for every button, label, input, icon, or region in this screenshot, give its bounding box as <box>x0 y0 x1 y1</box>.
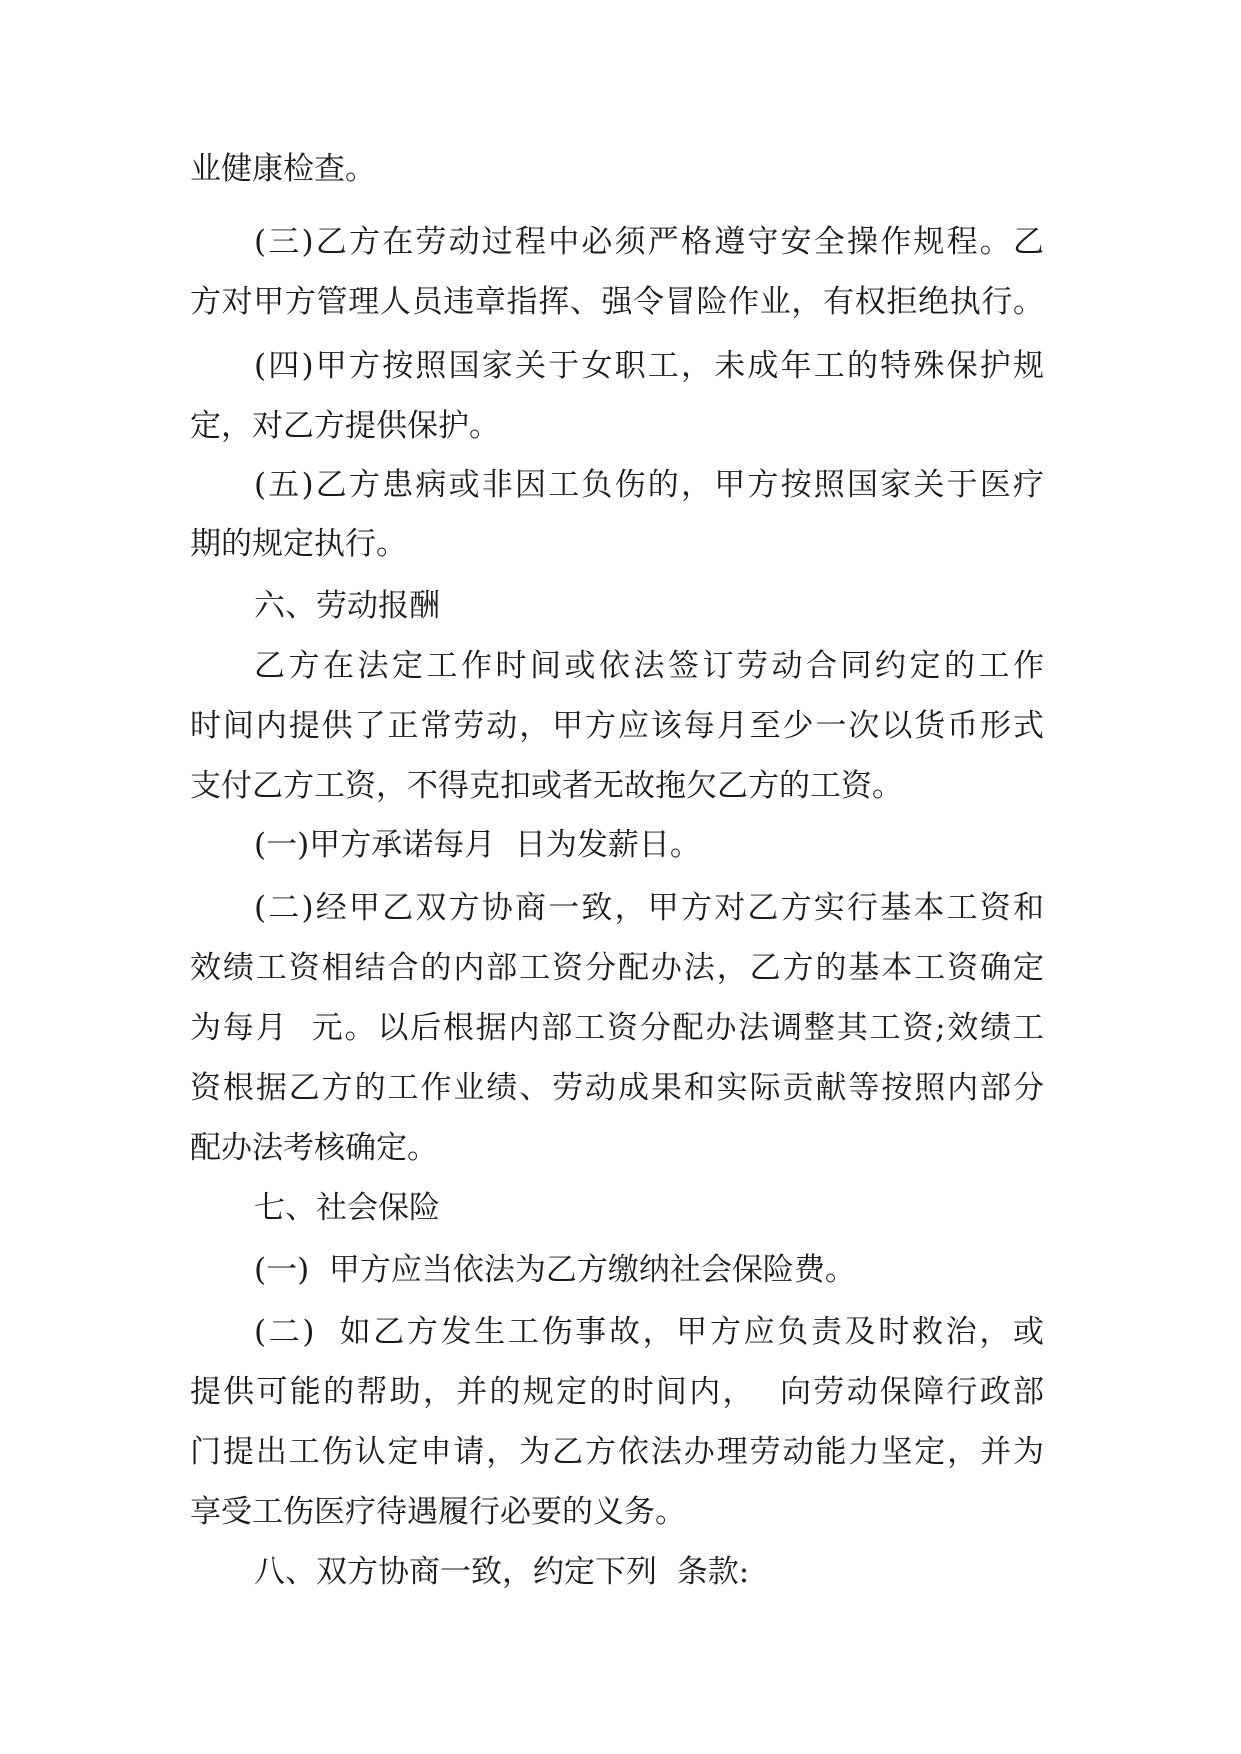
section-heading: 八、双方协商一致，约定下列 条款: <box>254 1554 750 1590</box>
text-line: (一) 甲方应当依法为乙方缴纳社会保险费。 <box>254 1252 856 1288</box>
text-line: 定，对乙方提供保护。 <box>190 408 500 444</box>
text-line: (二) 如乙方发生工伤事故，甲方应负责及时救治，或 <box>254 1314 1044 1350</box>
text-line: 为每月 元。以后根据内部工资分配办法调整其工资;效绩工 <box>190 1010 1044 1046</box>
text-line: 乙方在法定工作时间或依法签订劳动合同约定的工作 <box>254 648 1044 684</box>
text-line: 期的规定执行。 <box>190 526 407 562</box>
text-line: (一)甲方承诺每月 日为发薪日。 <box>254 827 701 863</box>
text-line: (四)甲方按照国家关于女职工，未成年工的特殊保护规 <box>254 348 1044 384</box>
text-line: (二)经甲乙双方协商一致，甲方对乙方实行基本工资和 <box>254 890 1044 926</box>
text-line: 方对甲方管理人员违章指挥、强令冒险作业，有权拒绝执行。 <box>190 284 1044 320</box>
text-line: 提供可能的帮助，并的规定的时间内， 向劳动保障行政部 <box>190 1374 1044 1410</box>
section-heading: 六、劳动报酬 <box>254 588 440 624</box>
text-line: (三)乙方在劳动过程中必须严格遵守安全操作规程。乙 <box>254 224 1044 260</box>
text-line: 时间内提供了正常劳动，甲方应该每月至少一次以货币形式 <box>190 708 1044 744</box>
text-line: 门提出工伤认定申请，为乙方依法办理劳动能力坚定，并为 <box>190 1434 1044 1470</box>
text-line: 支付乙方工资，不得克扣或者无故拖欠乙方的工资。 <box>190 768 903 804</box>
text-line: 享受工伤医疗待遇履行必要的义务。 <box>190 1494 686 1530</box>
text-line: (五)乙方患病或非因工负伤的，甲方按照国家关于医疗 <box>254 467 1044 503</box>
text-line: 配办法考核确定。 <box>190 1130 438 1166</box>
text-line: 资根据乙方的工作业绩、劳动成果和实际贡献等按照内部分 <box>190 1070 1044 1106</box>
text-line: 业健康检查。 <box>190 151 376 187</box>
section-heading: 七、社会保险 <box>254 1190 440 1226</box>
text-line: 效绩工资相结合的内部工资分配办法，乙方的基本工资确定 <box>190 950 1044 986</box>
